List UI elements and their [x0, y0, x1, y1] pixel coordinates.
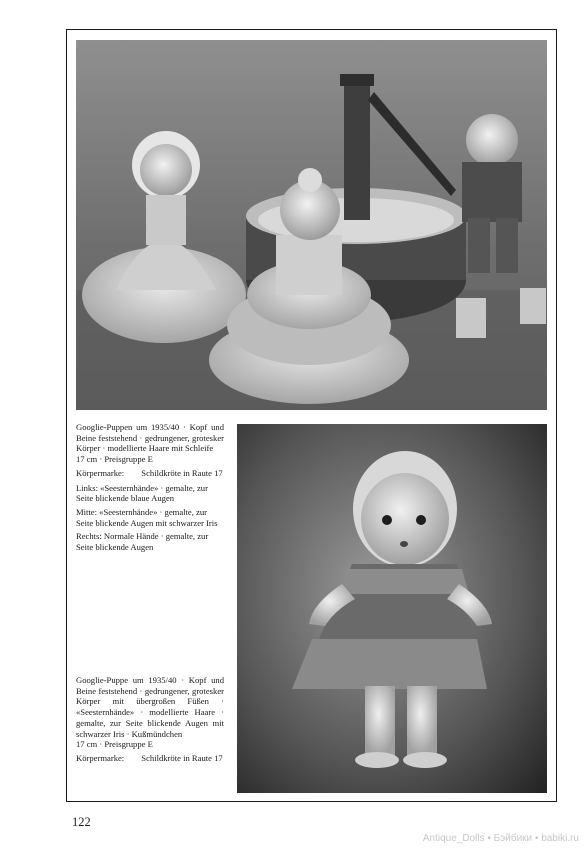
caption-three-dolls: [76, 422, 224, 556]
body-mark-row: [76, 468, 224, 479]
single-doll-photo: [237, 424, 547, 793]
caption-left-doll: Links: «Seesternhände» · gemalte, zur Seite blickende blaue Augen: [76, 482, 208, 504]
body-mark-label: Körpermarke:: [76, 467, 125, 478]
caption-single-doll: [76, 675, 224, 768]
caption-size-price: 17 cm · Preisgruppe E: [76, 739, 153, 750]
page-number: 122: [72, 815, 91, 829]
caption-middle-doll: Mitte: «Seesternhände» · gemalte, zur Seite blickende Augen mit schwarzer Iris: [76, 506, 218, 528]
caption-intro: Googlie-Puppen um 1935/40 · Kopf und Beine feststehend · gedrungener, grotesker Körper · modellierte Haare mit Schleife: [76, 422, 224, 454]
caption-size-price: 17 cm · Preisgruppe E: [76, 454, 153, 465]
three-dolls-photo: [76, 40, 547, 410]
body-mark-label: Körpermarke:: [76, 752, 125, 763]
watermark: Antique_Dolls • Бэйбики • babiki.ru: [422, 833, 579, 844]
body-mark-value: Schildkröte in Raute 17: [141, 467, 223, 478]
caption-right-doll: Rechts: Normale Hände · gemalte, zur Seite blickende Augen: [76, 531, 209, 553]
body-mark-value: Schildkröte in Raute 17: [141, 752, 223, 763]
body-mark-row: [76, 753, 224, 764]
caption-intro: Googlie-Puppe um 1935/40 · Kopf und Beine feststehend · gedrungener, grotesker Körper mit übergroßen Füßen · «Seesternhände» · modellierte Haare · gemalte, zur Seite blickende Augen mit schwarzer Iris · Kußmündchen: [76, 675, 224, 739]
